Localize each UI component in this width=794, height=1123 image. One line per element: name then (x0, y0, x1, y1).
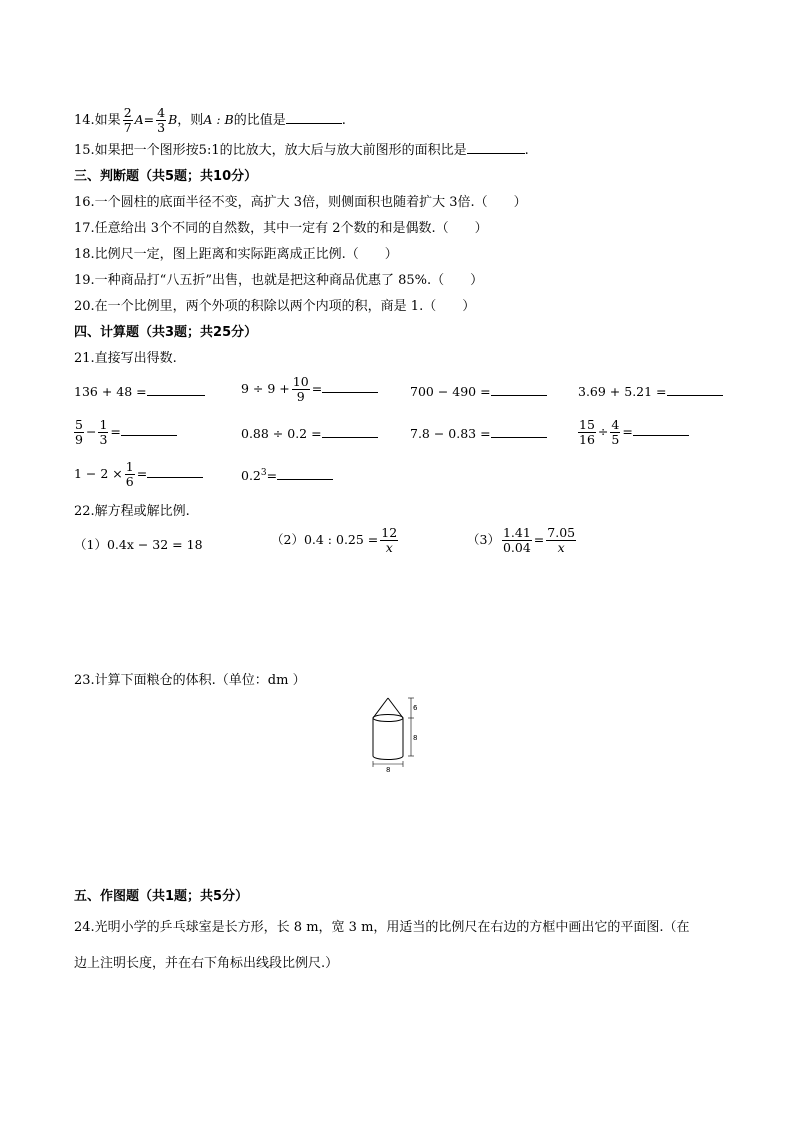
answer-blank[interactable] (667, 394, 723, 396)
calc-r3c1: 1 − 2 × $\frac{1}{6}$ = (74, 460, 203, 489)
answer-blank[interactable] (467, 152, 525, 154)
q14-prefix: 14.如果 (74, 113, 121, 128)
calc-r3c2: $0.2^3=$ (241, 468, 333, 483)
answer-blank[interactable] (147, 394, 205, 396)
equation-3: （3） $\frac{1.41}{0.04}$ = $\frac{7.05}{x}$ (467, 525, 576, 555)
question-24-line-2: 边上注明长度，并在右下角标出线段比例尺.） (74, 956, 339, 971)
answer-blank[interactable] (277, 478, 333, 480)
calc-r2c3: 7.8 − 0.83 = (410, 426, 547, 441)
calc-r2c2: 0.88 ÷ 0.2 = (241, 426, 378, 441)
fig-label-diameter: 8 (386, 766, 391, 774)
question-21: 21.直接写出得数. (74, 351, 177, 366)
answer-blank[interactable] (286, 122, 342, 124)
question-14: 14.如果 $\frac{2}{7}$ A= $\frac{4}{3}$ B，则A : B的比值是 . (74, 105, 346, 135)
answer-blank[interactable] (322, 436, 378, 438)
question-24-line-1: 24.光明小学的乒乓球室是长方形，长 8 m，宽 3 m，用适当的比例尺在右边的方框中画出它的平面图.（在 (74, 920, 690, 935)
answer-blank[interactable] (322, 391, 378, 393)
calc-r2c1: $\frac{5}{9}$ − $\frac{1}{3}$ = (72, 418, 177, 447)
section-3-heading: 三、判断题（共5题；共10分） (74, 169, 258, 184)
question-15: 15.如果把一个图形按5:1的比放大，放大后与放大前图形的面积比是 . (74, 143, 529, 158)
answer-blank[interactable] (147, 476, 203, 478)
question-17: 17.任意给出 3个不同的自然数，其中一定有 2个数的和是偶数.（ ） (74, 221, 488, 236)
question-19: 19.一种商品打“八五折”出售，也就是把这种商品优惠了 85%.（ ） (74, 273, 484, 288)
calc-r1c2: 9 ÷ 9 + $\frac{10}{9}$ = (241, 375, 378, 404)
fig-label-cone-height: 6 (413, 704, 418, 712)
question-23: 23.计算下面粮仓的体积.（单位：dm ） (74, 673, 306, 688)
calc-r1c3: 700 − 490 = (410, 384, 547, 399)
question-18: 18.比例尺一定，图上距离和实际距离成正比例.（ ） (74, 247, 398, 262)
calc-r1c4: 3.69 + 5.21 = (578, 384, 723, 399)
question-20: 20.在一个比例里，两个外项的积除以两个内项的积，商是 1.（ ） (74, 299, 476, 314)
answer-blank[interactable] (491, 436, 547, 438)
q14-fraction-1: $\frac{2}{7}$ (123, 105, 132, 135)
section-5-heading: 五、作图题（共1题；共5分） (74, 889, 249, 904)
equation-1: （1）0.4x − 32 = 18 (74, 537, 203, 552)
equation-2: （2）0.4 : 0.25 = $\frac{12}{x}$ (271, 525, 398, 555)
section-4-heading: 四、计算题（共3题；共25分） (74, 325, 258, 340)
granary-figure (364, 694, 420, 770)
calc-r2c4: $\frac{15}{16}$ ÷ $\frac{4}{5}$ = (576, 418, 689, 447)
answer-blank[interactable] (121, 434, 177, 436)
calc-r1c1: 136 + 48 = (74, 384, 205, 399)
answer-blank[interactable] (491, 394, 547, 396)
answer-blank[interactable] (633, 434, 689, 436)
fig-label-cyl-height: 8 (413, 734, 418, 742)
question-22: 22.解方程或解比例. (74, 504, 190, 519)
q14-fraction-2: $\frac{4}{3}$ (157, 105, 166, 135)
question-16: 16.一个圆柱的底面半径不变，高扩大 3倍，则侧面积也随着扩大 3倍.（ ） (74, 195, 527, 210)
